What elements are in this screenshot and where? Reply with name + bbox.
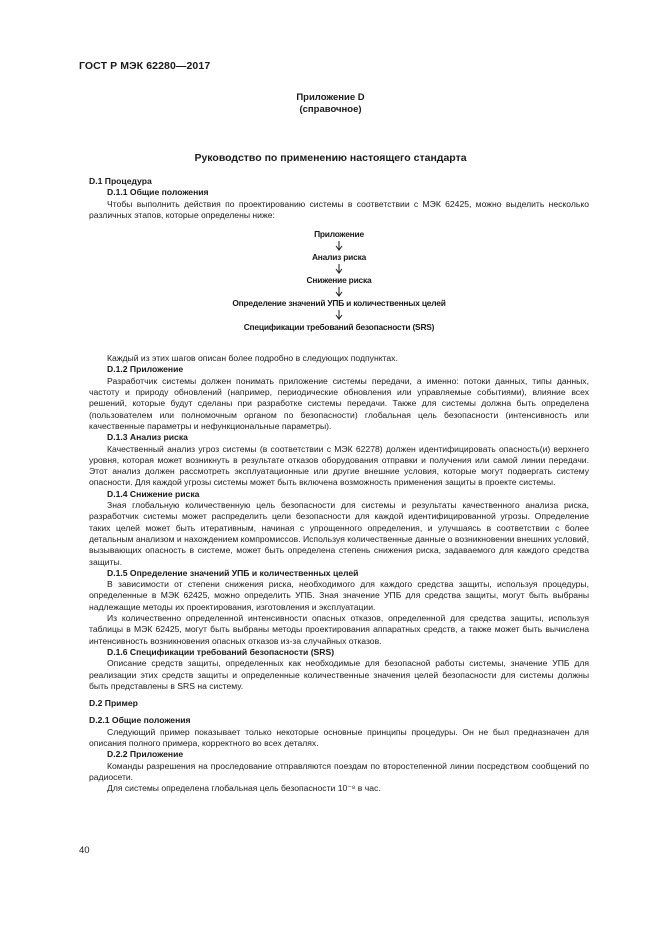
subsection-heading-d12: D.1.2 Приложение <box>107 364 184 375</box>
subsection-heading-d14: D.1.4 Снижение риска <box>107 488 200 499</box>
subsection-heading-d21: D.2.1 Общие положения <box>89 715 191 726</box>
flow-step-sil-targets: Определение значений УПБ и количественных целей <box>232 298 446 309</box>
flow-step-risk-analysis: Анализ риска <box>311 252 367 263</box>
paragraph: В зависимости от степени снижения риска, необходимого для каждого средства защиты, используя процедуры, определенные в МЭК 62425, можно определить УПБ. Зная значение УПБ для средства защиты, могут быть выбраны надлежащие методы их проектирования, изготовления и эксплуатации. <box>89 579 589 612</box>
paragraph: Следующий пример показывает только некоторые основные принципы процедуры. Он не был предназначен для описания полного примера, корректного во всех деталях. <box>89 726 589 748</box>
paragraph: Описание средств защиты, определенных как необходимые для безопасной работы системы, значение УПБ для реализации этих средств защиты и определенные количественные значения целей безопасности для системы должны быть представлены в SRS на систему. <box>89 658 589 691</box>
paragraph: Чтобы выполнить действия по проектированию системы в соответствии с МЭК 62425, можно выделить несколько различных этапов, которые определены ниже: <box>89 198 589 220</box>
document-header: ГОСТ Р МЭК 62280—2017 <box>79 60 211 72</box>
down-arrow-icon <box>333 310 345 320</box>
procedure-flow-diagram <box>89 229 589 341</box>
page-number: 40 <box>79 845 90 856</box>
down-arrow-icon <box>333 287 345 297</box>
down-arrow-icon <box>333 264 345 274</box>
flow-step-risk-reduction: Снижение риска <box>306 275 372 286</box>
flow-step-srs: Спецификации требований безопасности (SRS) <box>243 322 435 333</box>
document-title: Руководство по применению настоящего стандарта <box>194 152 467 164</box>
paragraph: Разработчик системы должен понимать приложение системы передачи, а именно: потоки данных, типы данных, частоту и природу обновлений (например, периодические обновления или управляемые событиями), влияние всех решений, которые будут сделаны при разработке системы передачи. Также для системы должна быть определена (пользователем или полномочным органом по безопасности) глобальная цель безопасности (интенсивность или качественные параметры и нефункциональные параметры). <box>89 375 589 431</box>
down-arrow-icon <box>333 241 345 251</box>
subsection-heading-d16: D.1.6 Спецификации требований безопасности (SRS) <box>107 646 335 657</box>
paragraph: Из количественно определенной интенсивности опасных отказов, определенной для средства защиты, используя таблицы в МЭК 62425, могут быть выбраны методы проектирования аппаратных средств, а также может быть вычислена интенсивность возникновения опасных отказов из-за случайных отказов. <box>89 613 589 646</box>
subsection-heading-d11: D.1.1 Общие положения <box>107 187 209 198</box>
appendix-title: Приложение D <box>296 92 365 103</box>
section-heading-d2: D.2 Пример <box>89 698 138 709</box>
paragraph: Для системы определена глобальная цель безопасности 10⁻⁸ в час. <box>107 783 381 794</box>
section-heading-d1: D.1 Процедура <box>89 176 152 186</box>
body-content <box>89 176 589 794</box>
flow-step-application: Приложение <box>314 229 364 240</box>
subsection-heading-d15: D.1.5 Определение значений УПБ и количественных целей <box>107 567 359 578</box>
paragraph: Качественный анализ угроз системы (в соответствии с МЭК 62278) должен идентифицировать опасность(и) верхнего уровня, которая может возникнуть в результате отказов оборудования отправки и получения или самой линии передачи. Этот анализ должен рассмотреть эксплуатационные или другие внешние условия, которые могут подвергать систему опасности. Для каждой угрозы системы может быть включена возможность применения защиты в проекте системы. <box>89 443 589 488</box>
paragraph: Команды разрешения на проследование отправляются поездам по второстепенной линии посредством сообщений по радиосети. <box>89 760 589 782</box>
subsection-heading-d22: D.2.2 Приложение <box>107 749 184 760</box>
paragraph: Каждый из этих шагов описан более подробно в следующих подпунктах. <box>107 353 398 364</box>
appendix-subtitle: (справочное) <box>299 104 362 115</box>
subsection-heading-d13: D.1.3 Анализ риска <box>107 432 188 443</box>
paragraph: Зная глобальную количественную цель безопасности для системы и результаты качественного анализа риска, разработчик системы может распределить цели безопасности для каждой идентифицированной угрозы. Определение таких целей может быть итеративным, начиная с упрощенного определения, и улучшаясь в соответствии с более детальным анализом и нахождением компромиссов. Используя количественные данные о возникновении внешних условий, вызывающих опасность в системе, может быть определена степень снижения риска, задаваемого для каждого средства защиты. <box>89 500 589 567</box>
